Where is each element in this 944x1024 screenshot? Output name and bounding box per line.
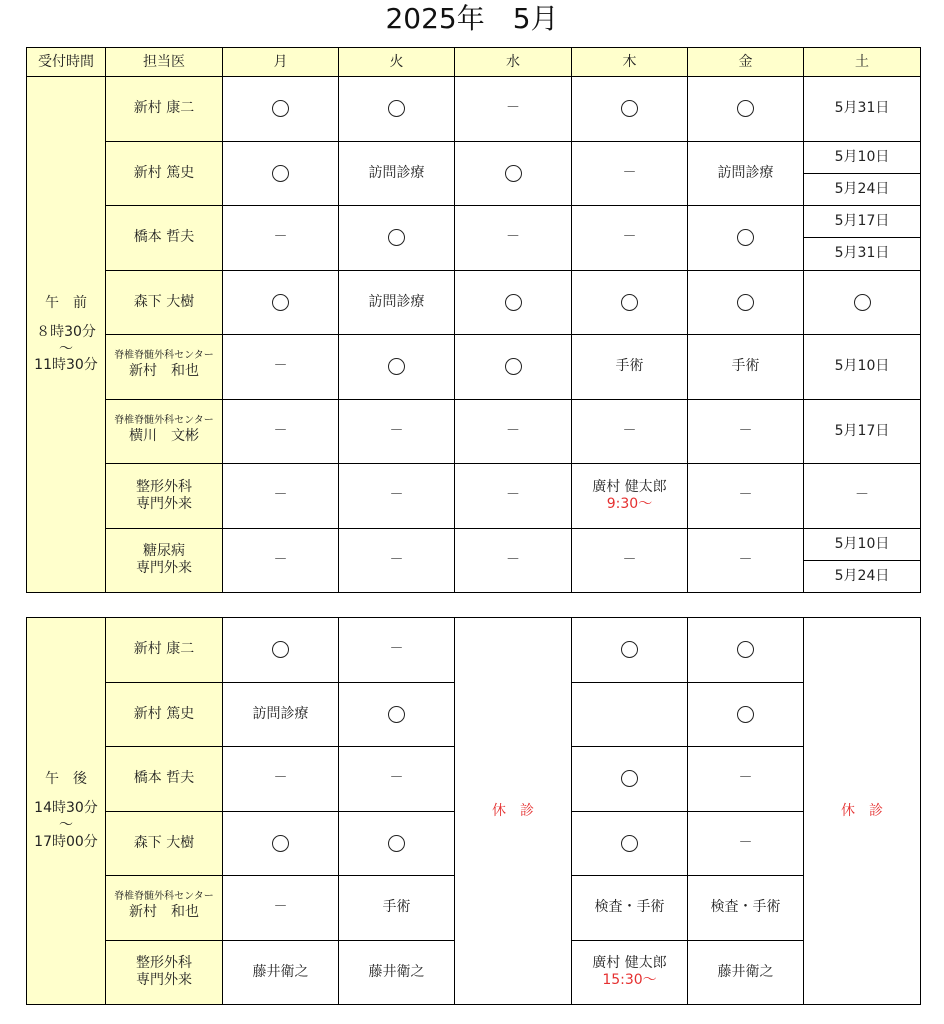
schedule-cell (688, 464, 804, 529)
doctor-name-line2: 専門外来 (136, 972, 192, 989)
doctor-header: 担当医 (106, 48, 223, 77)
doctor-name: 新村 康二 (133, 100, 195, 117)
schedule-cell (455, 141, 572, 206)
day-header-fri: 金 (688, 48, 804, 77)
circle-mark-icon (272, 835, 289, 852)
schedule-cell (339, 876, 455, 941)
circle-mark-icon (272, 165, 289, 182)
schedule-cell (339, 141, 455, 206)
schedule-cell (572, 206, 688, 271)
period-tilde: ～ (59, 340, 73, 357)
doctor-name: 森下 大樹 (133, 293, 195, 310)
department-label: 脊椎脊髄外科センター (114, 891, 214, 903)
schedule-cell-text: － (622, 229, 637, 246)
doctor-cell (106, 876, 223, 941)
schedule-row (27, 206, 921, 238)
doctor-name: 新村 和也 (129, 904, 199, 921)
schedule-cell-text: － (273, 551, 288, 568)
schedule-row (27, 77, 921, 142)
specialist-name: 廣村 健太郎 (592, 478, 667, 495)
afternoon-schedule-table (26, 617, 921, 1005)
schedule-cell (223, 270, 339, 335)
doctor-cell (106, 399, 223, 464)
schedule-cell (455, 270, 572, 335)
schedule-cell-text: － (506, 229, 520, 246)
doctor-name: 新村 篤史 (133, 164, 195, 181)
schedule-cell (339, 811, 455, 876)
circle-mark-icon (388, 100, 405, 117)
schedule-cell-text: 5月31日 (834, 100, 890, 117)
schedule-cell-text: － (273, 770, 288, 787)
schedule-cell (572, 618, 688, 683)
schedule-cell (688, 876, 804, 941)
schedule-cell (688, 77, 804, 142)
schedule-cell-text: 5月10日 (834, 535, 890, 552)
period-time-end: 17時00分 (34, 833, 98, 850)
schedule-cell (339, 399, 455, 464)
doctor-cell (106, 270, 223, 335)
schedule-cell-text: 訪問診療 (368, 293, 425, 310)
specialist-time: 9:30～ (606, 495, 653, 512)
specialist-time: 15:30～ (602, 972, 657, 989)
closed-label: 休 診 (841, 802, 883, 819)
doctor-cell (106, 618, 223, 683)
wednesday-closed-cell (455, 618, 572, 1005)
doctor-cell (106, 464, 223, 529)
schedule-cell-text: － (622, 422, 637, 439)
schedule-cell-text: 訪問診療 (717, 164, 774, 181)
circle-mark-icon (272, 294, 289, 311)
schedule-cell (339, 270, 455, 335)
schedule-cell (455, 399, 572, 464)
specialist-name: 廣村 健太郎 (592, 955, 667, 972)
schedule-row (27, 618, 921, 683)
period-time-start: ８時30分 (36, 323, 96, 340)
schedule-cell-text: － (738, 834, 753, 851)
saturday-cell (804, 464, 921, 529)
schedule-cell (455, 206, 572, 271)
circle-mark-icon (621, 770, 638, 787)
morning-schedule-table (26, 47, 921, 593)
schedule-row (27, 528, 921, 560)
schedule-cell (223, 682, 339, 747)
doctor-cell (106, 747, 223, 812)
doctor-name: 橋本 哲夫 (133, 229, 195, 246)
schedule-cell (688, 399, 804, 464)
schedule-cell-text: 5月17日 (834, 422, 890, 439)
schedule-cell-text: － (738, 551, 753, 568)
schedule-cell (688, 940, 804, 1005)
saturday-cell (804, 560, 921, 592)
doctor-name: 新村 和也 (129, 363, 199, 380)
schedule-cell (223, 747, 339, 812)
circle-mark-icon (621, 294, 638, 311)
doctor-cell (106, 141, 223, 206)
schedule-cell (572, 747, 688, 812)
circle-mark-icon (272, 100, 289, 117)
schedule-cell-text: 検査・手術 (710, 899, 781, 916)
circle-mark-icon (505, 165, 522, 182)
schedule-cell-text: 手術 (731, 358, 760, 375)
schedule-cell-text: 5月31日 (834, 245, 890, 262)
saturday-cell (804, 206, 921, 238)
saturday-cell (804, 77, 921, 142)
circle-mark-icon (854, 294, 871, 311)
closed-label: 休 診 (492, 802, 534, 819)
schedule-cell (688, 335, 804, 400)
page-title: 2025年 5月 (385, 2, 559, 35)
schedule-cell (455, 77, 572, 142)
schedule-cell-text: 5月10日 (834, 358, 890, 375)
schedule-cell-text: － (506, 551, 520, 568)
schedule-cell (339, 940, 455, 1005)
schedule-cell (223, 77, 339, 142)
doctor-name: 糖尿病 (143, 543, 185, 560)
schedule-cell-text: 検査・手術 (594, 899, 665, 916)
schedule-cell-text: － (273, 358, 288, 375)
circle-mark-icon (505, 358, 522, 375)
doctor-name: 整形外科 (136, 478, 192, 495)
schedule-cell (455, 528, 572, 593)
schedule-cell (688, 618, 804, 683)
schedule-cell-text: － (506, 422, 520, 439)
schedule-cell (688, 528, 804, 593)
doctor-cell (106, 811, 223, 876)
saturday-closed-cell (804, 618, 921, 1005)
schedule-cell-text: － (273, 487, 288, 504)
schedule-row (27, 464, 921, 529)
circle-mark-icon (272, 641, 289, 658)
schedule-cell-text: － (506, 100, 520, 117)
circle-mark-icon (505, 294, 522, 311)
schedule-cell-text: 藤井衛之 (717, 963, 774, 980)
schedule-cell (688, 682, 804, 747)
schedule-cell (223, 399, 339, 464)
doctor-cell (106, 77, 223, 142)
circle-mark-icon (621, 641, 638, 658)
saturday-cell (804, 528, 921, 560)
schedule-cell (572, 464, 688, 529)
schedule-row (27, 399, 921, 464)
schedule-cell (339, 335, 455, 400)
doctor-cell (106, 206, 223, 271)
reception-header: 受付時間 (27, 48, 106, 77)
day-header-tue: 火 (339, 48, 455, 77)
schedule-cell (572, 77, 688, 142)
schedule-cell (223, 528, 339, 593)
department-label: 脊椎脊髄外科センター (114, 414, 214, 426)
circle-mark-icon (388, 835, 405, 852)
period-label: 午 前 (45, 294, 87, 311)
circle-mark-icon (388, 706, 405, 723)
schedule-cell (572, 141, 688, 206)
schedule-cell (339, 77, 455, 142)
doctor-cell (106, 682, 223, 747)
schedule-cell-text: － (389, 422, 404, 439)
schedule-cell-text: － (273, 422, 288, 439)
doctor-cell (106, 335, 223, 400)
schedule-cell (572, 682, 688, 747)
schedule-cell-text: － (389, 487, 404, 504)
schedule-cell-text: 訪問診療 (252, 705, 309, 722)
doctor-name: 横川 文彬 (129, 427, 199, 444)
schedule-cell (572, 940, 688, 1005)
schedule-cell (339, 682, 455, 747)
saturday-cell (804, 173, 921, 205)
day-header-mon: 月 (223, 48, 339, 77)
schedule-cell-text: － (622, 551, 637, 568)
schedule-cell (572, 399, 688, 464)
circle-mark-icon (737, 294, 754, 311)
schedule-cell-text: － (738, 422, 753, 439)
schedule-cell-text: － (389, 551, 404, 568)
schedule-cell (572, 876, 688, 941)
period-label: 午 後 (45, 771, 87, 788)
schedule-cell-text: 藤井衛之 (252, 963, 309, 980)
schedule-cell (223, 940, 339, 1005)
doctor-name: 新村 篤史 (133, 705, 195, 722)
day-header-thu: 木 (572, 48, 688, 77)
doctor-cell (106, 528, 223, 593)
schedule-cell-text: 5月17日 (834, 213, 890, 230)
saturday-cell (804, 335, 921, 400)
schedule-cell-text: 5月24日 (834, 180, 890, 197)
schedule-cell (572, 811, 688, 876)
schedule-cell (455, 335, 572, 400)
schedule-row (27, 270, 921, 335)
schedule-cell (223, 206, 339, 271)
schedule-cell-text: － (389, 641, 404, 658)
schedule-cell (223, 464, 339, 529)
doctor-name: 橋本 哲夫 (133, 770, 195, 787)
schedule-cell (339, 747, 455, 812)
schedule-cell-text: － (389, 770, 404, 787)
schedule-cell-text: － (738, 487, 753, 504)
doctor-name: 新村 康二 (133, 641, 195, 658)
circle-mark-icon (388, 229, 405, 246)
doctor-name: 整形外科 (136, 955, 192, 972)
circle-mark-icon (737, 100, 754, 117)
saturday-cell (804, 270, 921, 335)
schedule-cell (688, 811, 804, 876)
schedule-cell-text: － (273, 899, 288, 916)
period-time-start: 14時30分 (34, 800, 98, 817)
schedule-cell (223, 335, 339, 400)
schedule-cell (572, 335, 688, 400)
day-header-sat: 土 (804, 48, 921, 77)
doctor-name-line2: 専門外来 (136, 495, 192, 512)
circle-mark-icon (737, 229, 754, 246)
schedule-cell-text: － (738, 770, 753, 787)
schedule-cell (223, 876, 339, 941)
period-time-end: 11時30分 (34, 357, 98, 374)
schedule-cell (223, 618, 339, 683)
doctor-cell (106, 940, 223, 1005)
schedule-row (27, 335, 921, 400)
circle-mark-icon (737, 706, 754, 723)
day-header-wed: 水 (455, 48, 572, 77)
schedule-cell-text: 藤井衛之 (368, 963, 425, 980)
schedule-cell-text: 手術 (615, 358, 644, 375)
schedule-cell (572, 270, 688, 335)
schedule-cell-text: 手術 (382, 899, 411, 916)
schedule-cell (339, 464, 455, 529)
afternoon-period-cell (27, 618, 106, 1005)
schedule-cell (688, 747, 804, 812)
department-label: 脊椎脊髄外科センター (114, 350, 214, 362)
saturday-cell (804, 141, 921, 173)
morning-period-cell (27, 77, 106, 593)
circle-mark-icon (621, 100, 638, 117)
schedule-cell (572, 528, 688, 593)
schedule-cell (339, 206, 455, 271)
header-row (27, 48, 921, 77)
circle-mark-icon (621, 835, 638, 852)
doctor-name: 森下 大樹 (133, 834, 195, 851)
schedule-cell (223, 811, 339, 876)
circle-mark-icon (388, 358, 405, 375)
schedule-cell-text: 5月10日 (834, 148, 890, 165)
doctor-name-line2: 専門外来 (136, 560, 192, 577)
saturday-cell (804, 238, 921, 270)
schedule-row (27, 141, 921, 173)
schedule-cell (688, 206, 804, 271)
schedule-cell (223, 141, 339, 206)
schedule-cell (455, 464, 572, 529)
schedule-cell-text: － (506, 487, 520, 504)
schedule-cell-text: － (273, 229, 288, 246)
schedule-cell (339, 528, 455, 593)
schedule-cell-text: － (622, 164, 637, 181)
schedule-cell-text: － (855, 487, 869, 504)
circle-mark-icon (737, 641, 754, 658)
period-tilde: ～ (59, 817, 73, 833)
schedule-cell (688, 141, 804, 206)
schedule-cell-text: 5月24日 (834, 567, 890, 584)
saturday-cell (804, 399, 921, 464)
schedule-cell (688, 270, 804, 335)
schedule-cell-text: 訪問診療 (368, 164, 425, 181)
schedule-cell (339, 618, 455, 683)
